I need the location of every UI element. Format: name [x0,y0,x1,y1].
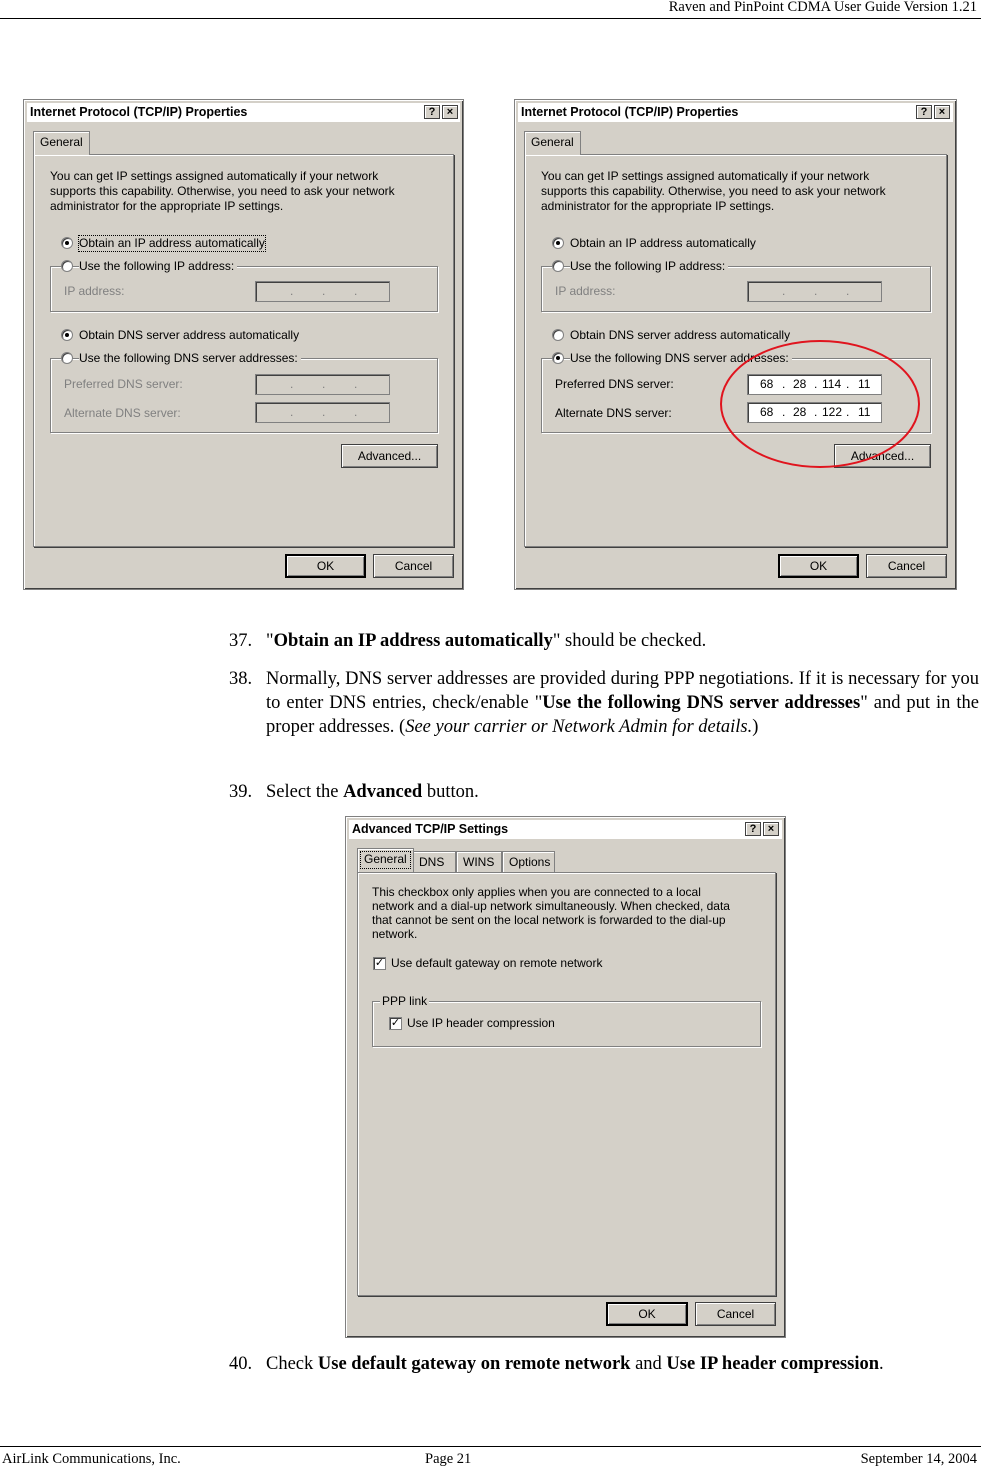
cancel-button[interactable]: Cancel [695,1302,776,1326]
obtain-ip-radio[interactable] [61,237,73,249]
obtain-dns-radio[interactable] [61,329,73,341]
step-40: 40. Check Use default gateway on remote network and Use IP header compression. [229,1354,884,1374]
obtain-dns-radio[interactable] [552,329,564,341]
obtain-ip-radio[interactable] [552,237,564,249]
desc-line-2: network and a dial-up network simultaneously. When checked, data [372,899,730,913]
ok-button[interactable]: OK [778,554,859,578]
obtain-dns-label[interactable]: Obtain DNS server address automatically [79,328,300,342]
alternate-dns-label: Alternate DNS server: [64,406,181,420]
preferred-dns-label: Preferred DNS server: [555,377,674,391]
use-dns-label[interactable]: Use the following DNS server addresses: [79,351,301,366]
header-compression-label[interactable]: Use IP header compression [407,1016,555,1030]
tcpip-dialog-default [23,99,464,590]
intro-line-3: administrator for the appropriate IP settings. [50,199,284,213]
close-button[interactable]: × [763,822,779,836]
obtain-ip-label[interactable]: Obtain an IP address automatically [570,236,756,250]
tab-dns[interactable]: DNS [412,851,456,873]
intro-line-2: supports this capability. Otherwise, you need to ask your network [541,184,886,198]
ppp-link-label: PPP link [382,994,428,1008]
step-37: 37. "Obtain an IP address automatically" should be checked. [229,631,707,651]
ip-address-field: . . . [255,281,390,302]
use-ip-label[interactable]: Use the following IP address: [79,259,237,274]
advanced-button[interactable]: Advanced... [341,444,438,468]
desc-line-1: This checkbox only applies when you are connected to a local [372,885,701,899]
highlight-ellipse [718,337,922,471]
tab-wins[interactable]: WINS [456,851,502,873]
obtain-ip-label[interactable]: Obtain an IP address automatically [79,236,265,250]
intro-line-2: supports this capability. Otherwise, you need to ask your network [50,184,395,198]
footer-date: September 14, 2004 [860,1451,977,1467]
intro-line-3: administrator for the appropriate IP settings. [541,199,775,213]
tab-general[interactable]: General [33,131,90,155]
help-button[interactable]: ? [424,105,440,119]
close-button[interactable]: × [442,105,458,119]
help-button[interactable]: ? [745,822,761,836]
intro-line-1: You can get IP settings assigned automatically if your network [50,169,379,183]
preferred-dns-field[interactable]: 68 . 28 . 114 . 11 [747,374,882,395]
footer-page: Page 21 [425,1451,472,1467]
footer-company: AirLink Communications, Inc. [2,1451,181,1467]
tab-general[interactable]: General [357,848,414,872]
use-ip-radio[interactable] [552,260,564,272]
help-button[interactable]: ? [916,105,932,119]
close-button[interactable]: × [934,105,950,119]
ip-address-label: IP address: [64,284,125,298]
obtain-dns-label[interactable]: Obtain DNS server address automatically [570,328,791,342]
desc-line-3: that cannot be sent on the local network is forwarded to the dial-up [372,913,726,927]
title-bar: Advanced TCP/IP Settings [349,820,782,839]
advanced-button[interactable]: Advanced... [834,444,931,468]
highlight-ellipse-shape [721,341,919,467]
cancel-button[interactable]: Cancel [866,554,947,578]
use-ip-label[interactable]: Use the following IP address: [570,259,728,274]
desc-line-4: network. [372,927,418,941]
title-bar: Internet Protocol (TCP/IP) Properties [27,103,460,122]
preferred-dns-label: Preferred DNS server: [64,377,183,391]
step-38: 38. Normally, DNS server addresses are provided during PPP negotiations. If it is necessary for you to enter DNS entries, check/enable "Use the following DNS server addresses" and put in the proper addresses. (See your carrier or Network Admin for details.) [229,669,979,737]
page-header: Raven and PinPoint CDMA User Guide Version 1.21 [0,0,981,19]
use-ip-radio[interactable] [61,260,73,272]
alternate-dns-field: . . . [255,402,390,423]
ok-button[interactable]: OK [606,1302,688,1326]
step-39: 39. Select the Advanced button. [229,782,479,802]
general-panel [33,154,454,547]
alternate-dns-label: Alternate DNS server: [555,406,672,420]
cancel-button[interactable]: Cancel [373,554,454,578]
use-dns-radio[interactable] [61,352,73,364]
general-panel [357,872,776,1296]
default-gateway-checkbox[interactable]: ✓ [374,957,385,969]
use-dns-radio[interactable] [552,352,564,364]
title-bar: Internet Protocol (TCP/IP) Properties [518,103,953,122]
intro-line-1: You can get IP settings assigned automatically if your network [541,169,870,183]
alternate-dns-field[interactable]: 68 . 28 . 122 . 11 [747,402,882,423]
header-compression-checkbox[interactable]: ✓ [390,1017,401,1029]
ok-button[interactable]: OK [285,554,366,578]
ip-address-label: IP address: [555,284,616,298]
tab-general[interactable]: General [524,131,581,155]
advanced-tcpip-dialog [345,816,786,1338]
default-gateway-label[interactable]: Use default gateway on remote network [391,956,603,970]
use-dns-label[interactable]: Use the following DNS server addresses: [570,351,792,366]
preferred-dns-field: . . . [255,374,390,395]
page-footer [0,1446,981,1470]
tab-options[interactable]: Options [502,851,555,873]
ip-address-field: . . . [747,281,882,302]
